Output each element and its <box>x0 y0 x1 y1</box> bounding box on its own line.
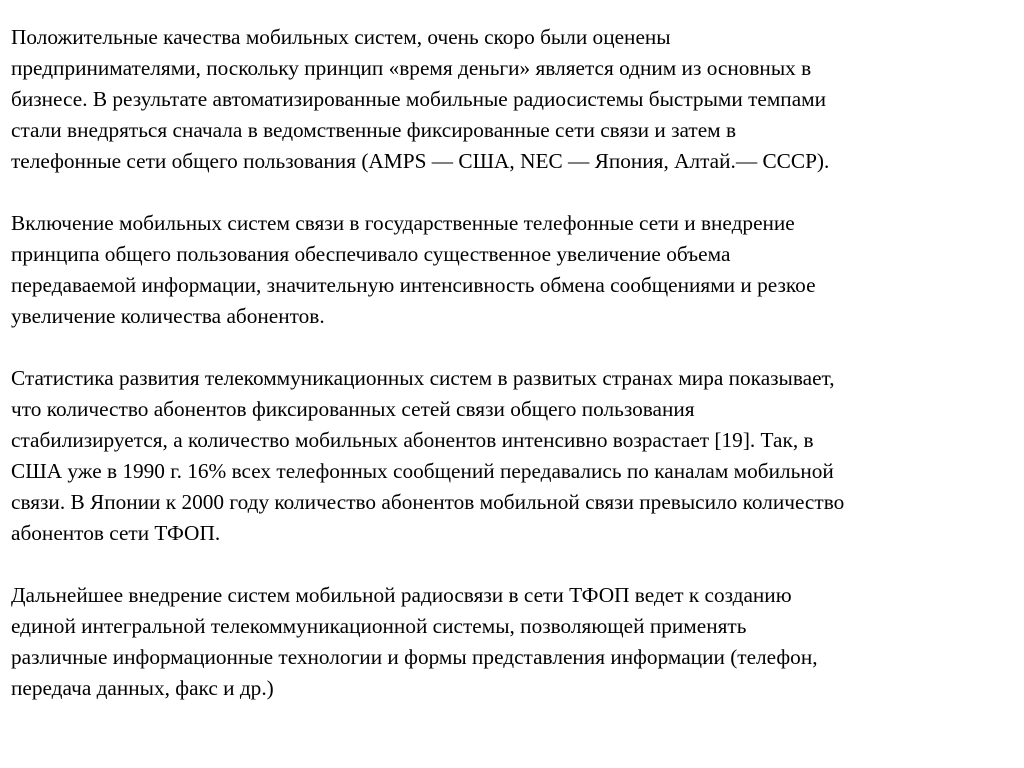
text-line: абонентов сети ТФОП. <box>11 521 221 545</box>
text-line: принципа общего пользования обеспечивало существенное увеличение объема <box>11 242 731 266</box>
text-line: Дальнейшее внедрение систем мобильной радиосвязи в сети ТФОП ведет к созданию <box>11 583 792 607</box>
paragraph-2 <box>11 208 1019 332</box>
text-line: США уже в 1990 г. 16% всех телефонных сообщений передавались по каналам мобильной <box>11 459 834 483</box>
paragraph-spacer <box>11 549 1019 580</box>
paragraph-1 <box>11 22 1019 177</box>
text-line: стабилизируется, а количество мобильных абонентов интенсивно возрастает [19]. Так, в <box>11 428 814 452</box>
text-line: Положительные качества мобильных систем, очень скоро были оценены <box>11 25 671 49</box>
text-line: Включение мобильных систем связи в государственные телефонные сети и внедрение <box>11 211 795 235</box>
text-line: связи. В Японии к 2000 году количество абонентов мобильной связи превысило количество <box>11 490 845 514</box>
text-line: предпринимателями, поскольку принцип «время деньги» является одним из основных в <box>11 56 812 80</box>
text-line: единой интегральной телекоммуникационной системы, позволяющей применять <box>11 614 747 638</box>
text-line: стали внедряться сначала в ведомственные фиксированные сети связи и затем в <box>11 118 737 142</box>
text-line: телефонные сети общего пользования (AMPS — США, NEC — Япония, Алтай.— СССР). <box>11 149 830 173</box>
text-line: передаваемой информации, значительную интенсивность обмена сообщениями и резкое <box>11 273 816 297</box>
text-line: различные информационные технологии и формы представления информации (телефон, <box>11 645 818 669</box>
text-line: увеличение количества абонентов. <box>11 304 325 328</box>
document-body <box>11 22 1019 704</box>
paragraph-3 <box>11 363 1019 549</box>
text-line: Статистика развития телекоммуникационных систем в развитых странах мира показывает, <box>11 366 835 390</box>
text-line: бизнесе. В результате автоматизированные мобильные радиосистемы быстрыми темпами <box>11 87 827 111</box>
paragraph-4 <box>11 580 1019 704</box>
text-line: передача данных, факс и др.) <box>11 676 274 700</box>
paragraph-spacer <box>11 332 1019 363</box>
paragraph-spacer <box>11 177 1019 208</box>
text-line: что количество абонентов фиксированных сетей связи общего пользования <box>11 397 695 421</box>
